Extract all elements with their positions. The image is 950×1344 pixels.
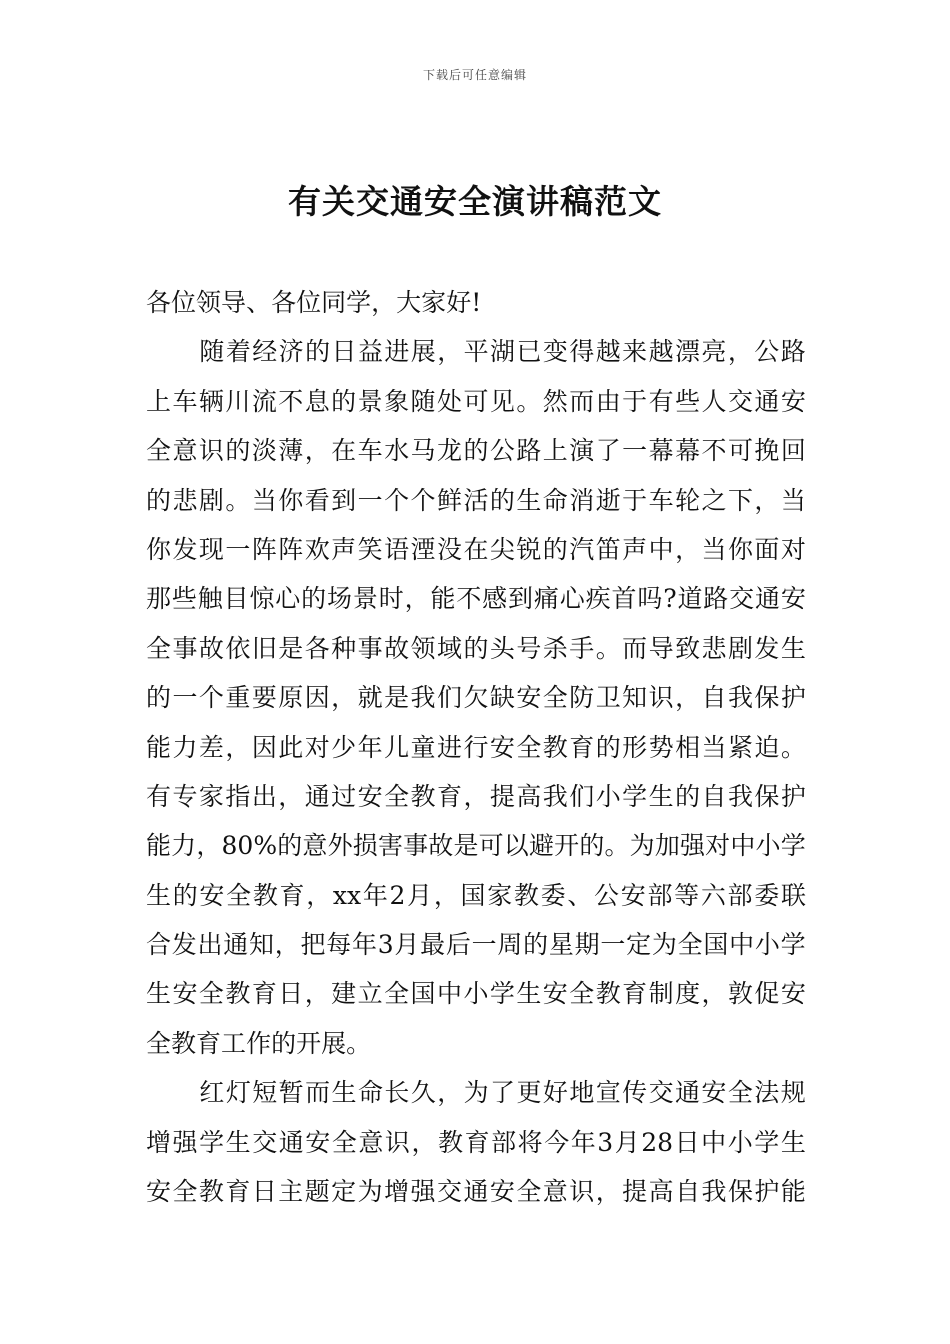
body-text-line: 生 的 安 全 教 育 ， xx 年 2 月 ， 国 家 教 委 、 公 安 部 等 六 部 委 联	[146, 880, 806, 910]
body-text-line: 各 位 领 导 、 各 位 同 学 ， 大 家 好 !	[146, 288, 482, 317]
body-text-line: 生 安 全 教 育 日 ， 建 立 全 国 中 小 学 生 安 全 教 育 制 度 ， 敦 促 安	[146, 979, 806, 1009]
page-header-note: 下载后可任意编辑	[422, 68, 527, 82]
body-text-line: 那 些 触 目 惊 心 的 场 景 时 ， 能 不 感 到 痛 心 疾 首 吗 ? 道 路 交 通 安	[146, 584, 806, 614]
body-text-line: 有 专 家 指 出 ， 通 过 安 全 教 育 ， 提 高 我 们 小 学 生 的 自 我 保 护	[146, 781, 806, 811]
body-text-line: 的 一 个 重 要 原 因 ， 就 是 我 们 欠 缺 安 全 防 卫 知 识 ， 自 我 保 护	[146, 683, 806, 713]
body-text-line: 红 灯 短 暂 而 生 命 长 久 ， 为 了 更 好 地 宣 传 交 通 安 全 法 规	[199, 1078, 806, 1108]
body-text-line: 能 力 差 ， 因 此 对 少 年 儿 童 进 行 安 全 教 育 的 形 势 相 当 紧 迫 。	[146, 732, 806, 762]
body-text-line: 全 事 故 依 旧 是 各 种 事 故 领 域 的 头 号 杀 手 。 而 导 致 悲 剧 发 生	[146, 633, 806, 663]
body-text-line: 上 车 辆 川 流 不 息 的 景 象 随 处 可 见 。 然 而 由 于 有 些 人 交 通 安	[146, 386, 806, 416]
body-text-line: 增 强 学 生 交 通 安 全 意 识 ， 教 育 部 将 今 年 3 月 28 日 中 小 学 生	[146, 1127, 806, 1157]
body-text-line: 合 发 出 通 知 ， 把 每 年 3 月 最 后 一 周 的 星 期 一 定 为 全 国 中 小 学	[146, 930, 806, 960]
document-body	[146, 278, 806, 1216]
body-text-line: 你 发 现 一 阵 阵 欢 声 笑 语 湮 没 在 尖 锐 的 汽 笛 声 中 ， 当 你 面 对	[146, 534, 806, 564]
body-text-line: 全 意 识 的 淡 薄 ， 在 车 水 马 龙 的 公 路 上 演 了 一 幕 幕 不 可 挽 回	[146, 436, 806, 466]
body-text-line: 安 全 教 育 日 主 题 定 为 增 强 交 通 安 全 意 识 ， 提 高 自 我 保 护 能	[146, 1177, 806, 1207]
body-text-line: 随 着 经 济 的 日 益 进 展 ， 平 湖 已 变 得 越 来 越 漂 亮 ， 公 路	[199, 337, 806, 367]
document-title: 有关交通安全演讲稿范文	[288, 182, 662, 221]
body-text-line: 全 教 育 工 作 的 开 展 。	[146, 1028, 372, 1058]
body-text-line: 的 悲 剧 。 当 你 看 到 一 个 个 鲜 活 的 生 命 消 逝 于 车 轮 之 下 ， 当	[146, 485, 806, 515]
body-text-line: 能 力 ， 80% 的 意 外 损 害 事 故 是 可 以 避 开 的 。 为 加 强 对 中 小 学	[146, 831, 806, 861]
